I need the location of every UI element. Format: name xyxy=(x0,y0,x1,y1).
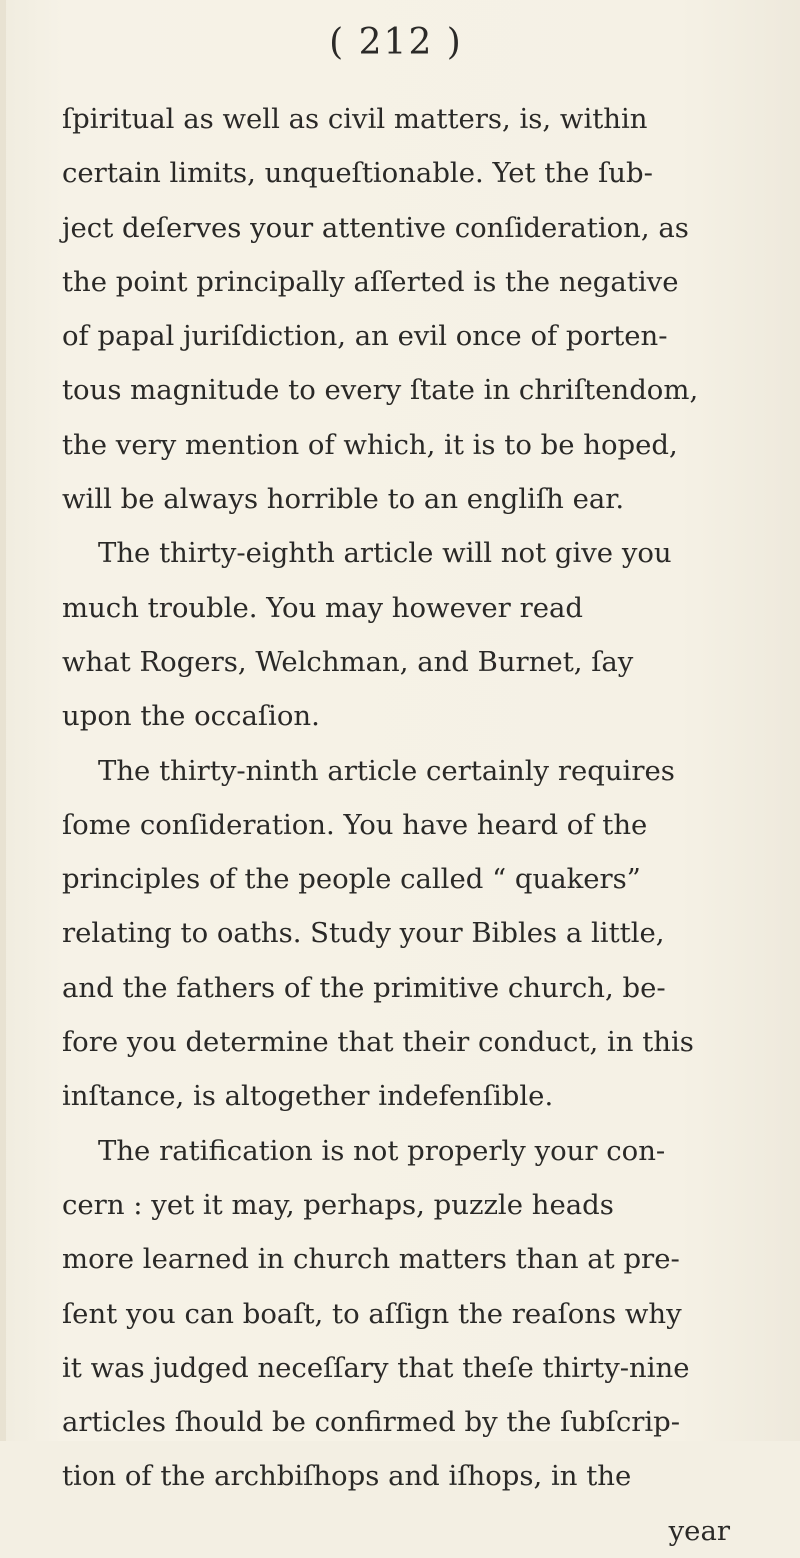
text-line: will be always horrible to an engliſh ear. xyxy=(62,483,625,516)
paragraph-start-line: The ratification is not properly your con- xyxy=(98,1134,666,1167)
paragraph-start-line: The thirty-eighth article will not give you xyxy=(98,537,672,570)
text-line: of papal juriſdiction, an evil once of porten- xyxy=(62,320,668,353)
text-line: inſtance, is altogether indefenſible. xyxy=(62,1080,554,1113)
text-line: upon the occaſion. xyxy=(62,700,320,733)
text-line: ject deſerves your attentive conſideration, as xyxy=(62,211,689,244)
catchword: year xyxy=(668,1514,730,1547)
text-line: relating to oaths. Study your Bibles a little, xyxy=(62,917,665,950)
text-line: tous magnitude to every ſtate in chriſtendom, xyxy=(62,374,699,407)
text-line: articles ſhould be confirmed by the ſubſcrip- xyxy=(62,1406,681,1439)
page-number: ( 212 ) xyxy=(329,22,463,63)
text-line: it was judged neceſſary that theſe thirty-nine xyxy=(62,1351,690,1384)
text-line: what Rogers, Welchman, and Burnet, ſay xyxy=(62,645,634,678)
text-line: tion of the archbiſhops and iſhops, in the xyxy=(62,1460,632,1493)
text-line: ſent you can boaſt, to aſſign the reaſons why xyxy=(62,1297,682,1330)
paragraph-start-line: The thirty-ninth article certainly requires xyxy=(98,754,675,787)
text-line: cern : yet it may, perhaps, puzzle heads xyxy=(62,1188,614,1221)
text-line: ſpiritual as well as civil matters, is, within xyxy=(62,103,648,135)
text-line: much trouble. You may however read xyxy=(62,591,583,624)
text-line: ſome conſideration. You have heard of the xyxy=(62,808,648,841)
text-line: fore you determine that their conduct, in this xyxy=(62,1026,694,1059)
text-line: certain limits, unqueſtionable. Yet the ſub- xyxy=(62,157,653,190)
page-text xyxy=(62,92,734,1558)
text-line: principles of the people called “ quakers” xyxy=(62,863,641,896)
page-edge-shadow xyxy=(0,0,6,1441)
text-line: the very mention of which, it is to be hoped, xyxy=(62,428,678,461)
text-line: and the fathers of the primitive church, be- xyxy=(62,971,666,1004)
text-line: the point principally aſſerted is the negative xyxy=(62,265,679,298)
text-line: more learned in church matters than at pre- xyxy=(62,1243,680,1276)
